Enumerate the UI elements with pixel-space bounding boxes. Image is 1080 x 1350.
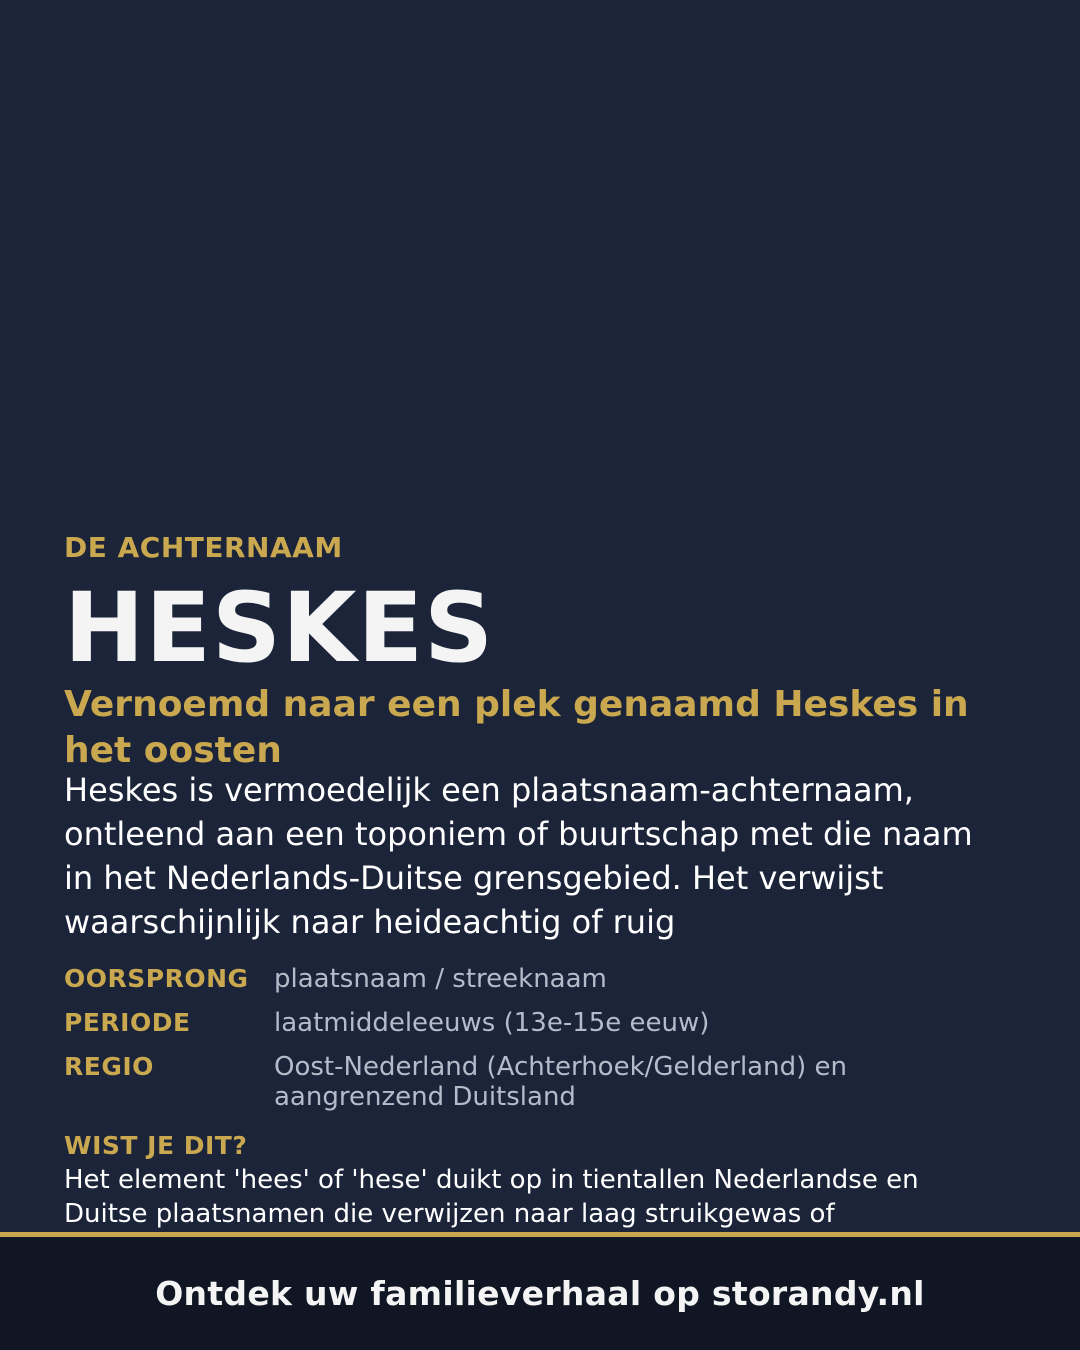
- fact-row-region: [64, 1052, 1016, 1112]
- eyebrow-label: DE ACHTERNAAM: [64, 531, 343, 564]
- did-you-know-label: WIST JE DIT?: [64, 1131, 248, 1160]
- surname-description: Heskes is vermoedelijk een plaatsnaam-achternaam, ontleend aan een toponiem of buurtschap met die naam in het Nederlands-Duitse grensgebied. Het verwijst waarschijnlijk naar heideachtig of ruig: [64, 771, 973, 941]
- fact-value: laatmiddeleeuws (13e-15e eeuw): [274, 1008, 710, 1038]
- surname-subtitle: Vernoemd naar een plek genaamd Heskes in het oosten: [64, 684, 969, 771]
- fact-value: Oost-Nederland (Achterhoek/Gelderland) en aangrenzend Duitsland: [274, 1052, 847, 1112]
- surname-card: [64, 0, 1016, 1233]
- did-you-know-text: Het element 'hees' of 'hese' duikt op in tientallen Nederlandse en Duitse plaatsnamen die verwijzen naar laag struikgewas of: [64, 1165, 919, 1229]
- fact-label: PERIODE: [64, 1008, 191, 1037]
- surname-title: HESKES: [64, 572, 495, 684]
- fact-value: plaatsnaam / streeknaam: [274, 964, 607, 994]
- fact-label: OORSPRONG: [64, 964, 249, 993]
- facts-list: [64, 964, 1016, 1126]
- footer-cta-link[interactable]: Ontdek uw familieverhaal op storandy.nl: [155, 1274, 925, 1313]
- fact-row-period: [64, 1008, 1016, 1038]
- fact-row-origin: [64, 964, 1016, 994]
- fact-label: REGIO: [64, 1052, 154, 1081]
- footer-banner: [0, 1232, 1080, 1350]
